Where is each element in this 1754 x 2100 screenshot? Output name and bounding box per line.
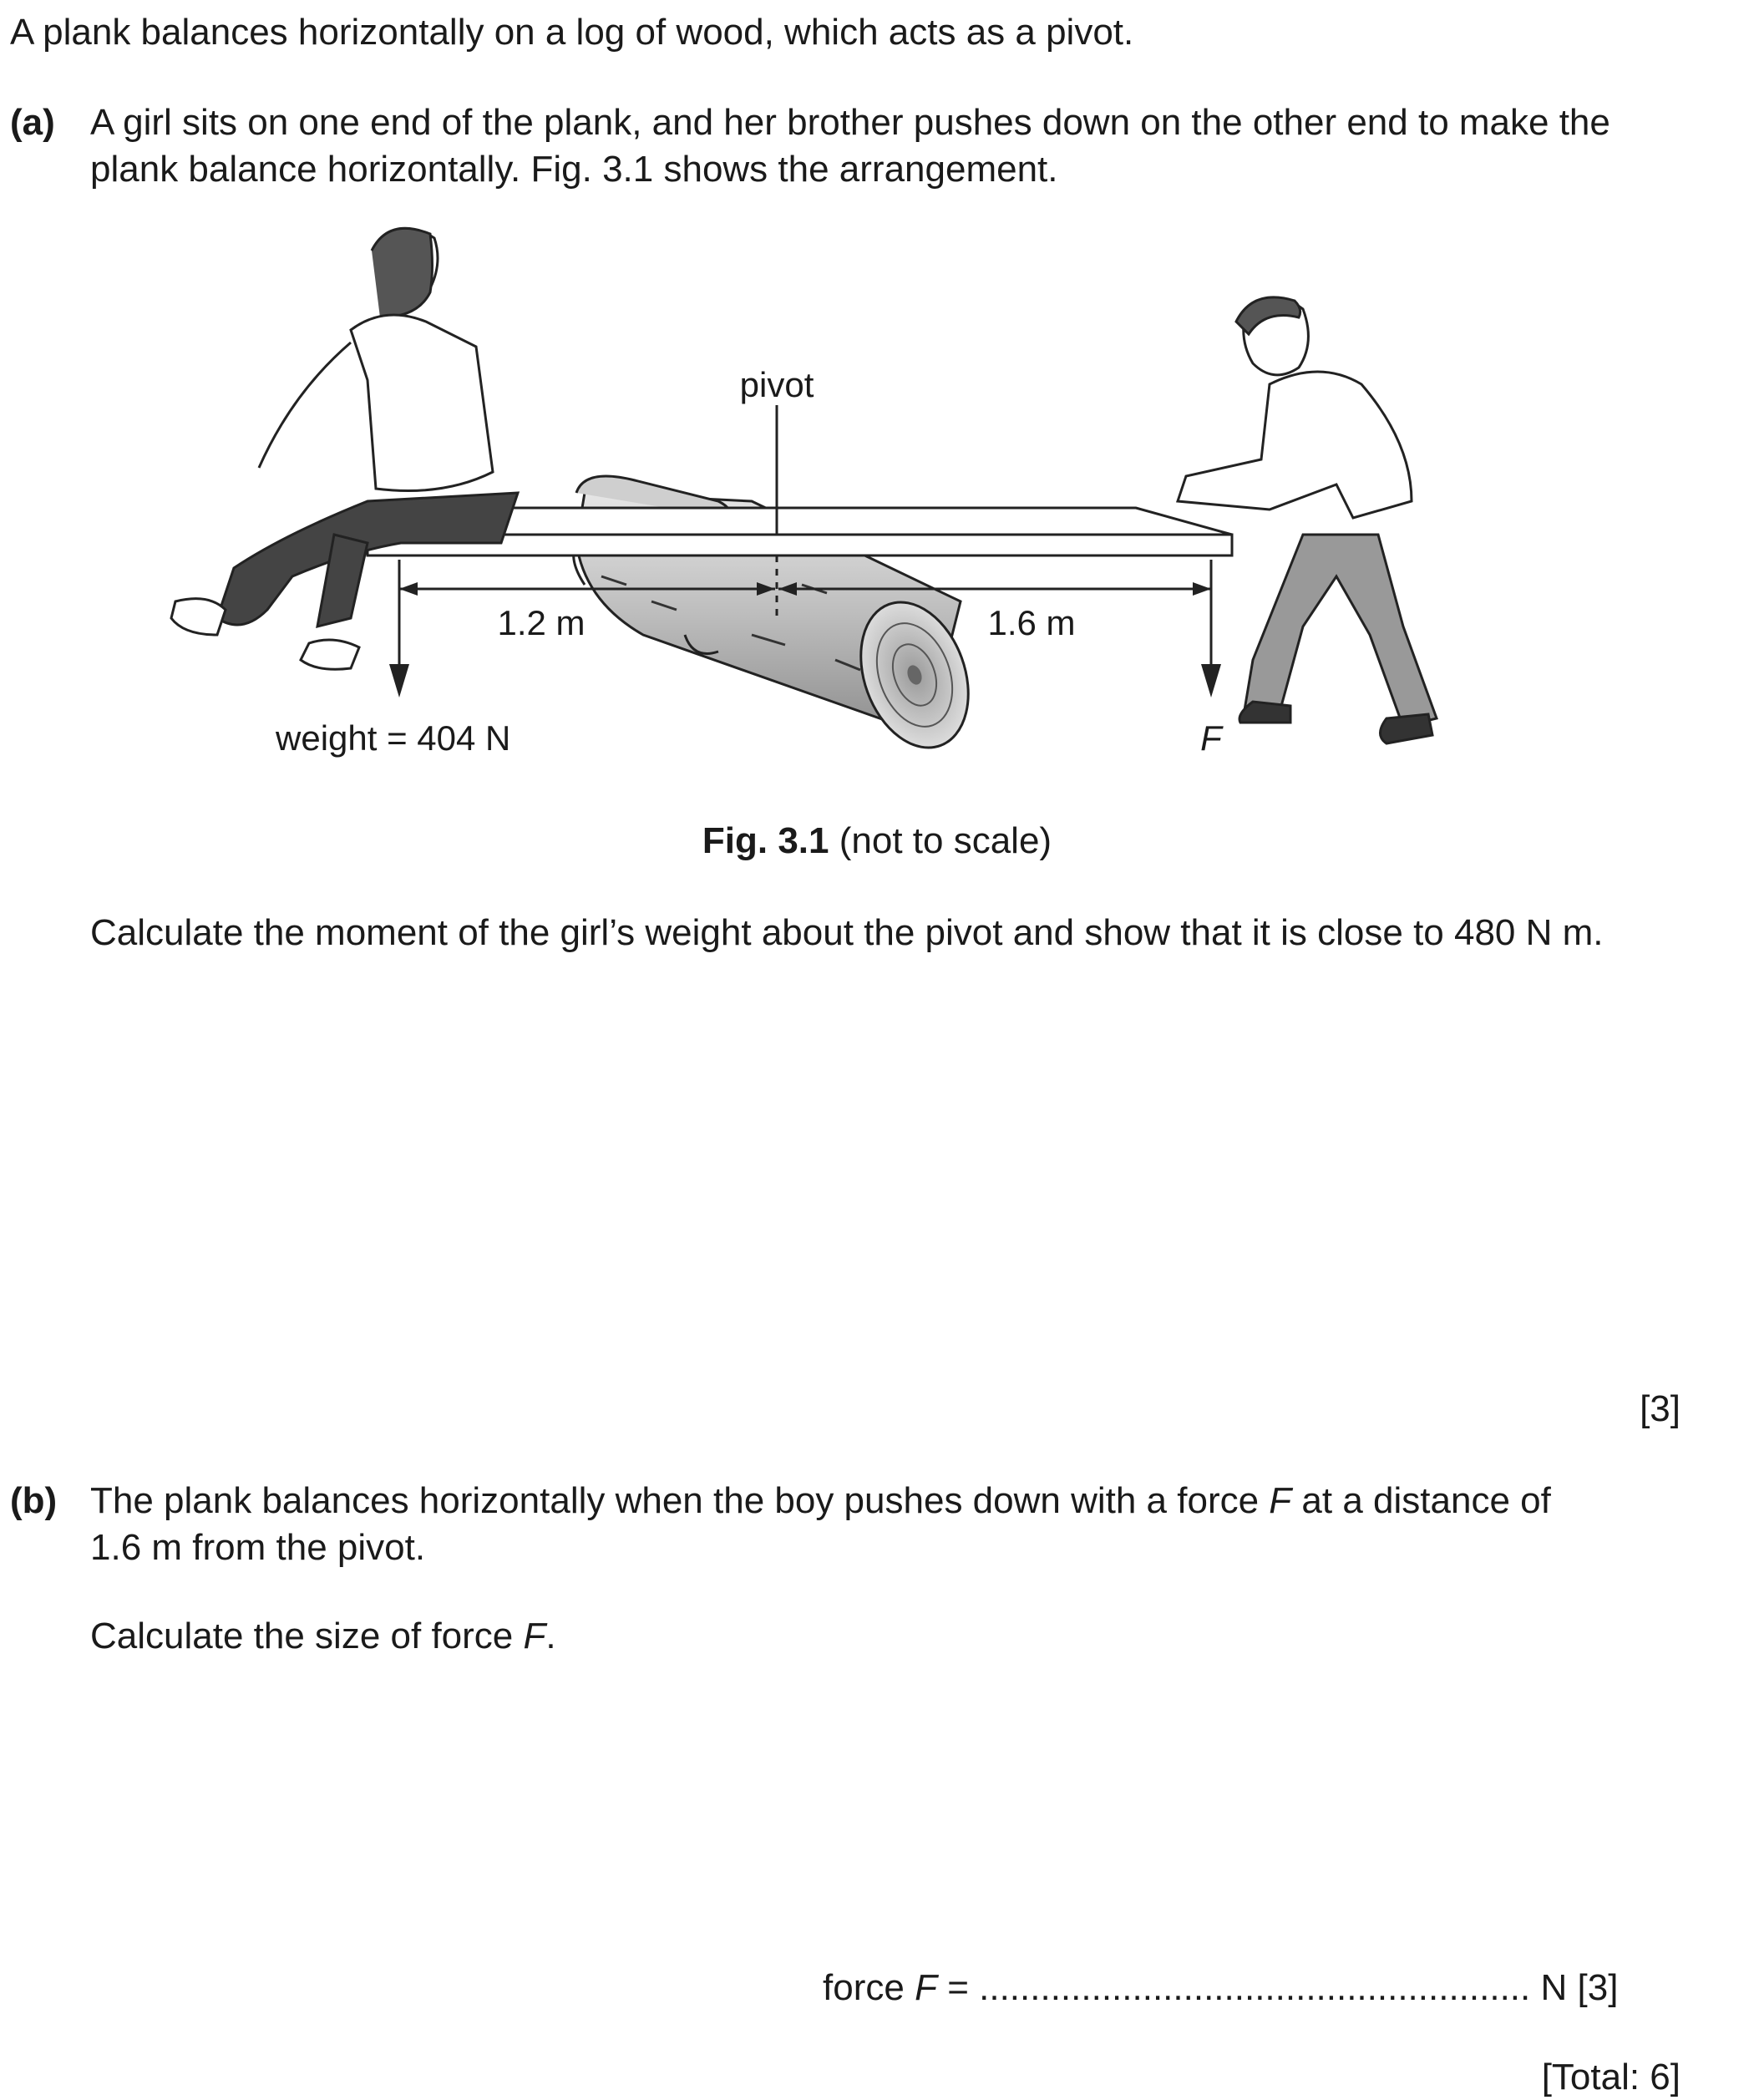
part-b-marks: [3] (1577, 1967, 1619, 2008)
figure-3-1 (0, 217, 1754, 869)
part-b-label: (b) (10, 1480, 58, 1521)
part-a-marks: [3] (1640, 1388, 1680, 1429)
part-b-question-post: . (545, 1616, 556, 1656)
force-label: F (1200, 718, 1222, 758)
answer-prefix: force (823, 1967, 905, 2008)
part-a-line2: plank balance horizontally. Fig. 3.1 shows the arrangement. (90, 149, 1058, 190)
pivot-label: pivot (739, 365, 814, 404)
weight-label: weight = 404 N (276, 718, 511, 758)
part-a-question-unit: N m. (1525, 912, 1604, 953)
answer-unit: N (1540, 1967, 1568, 2008)
weight-arrow (389, 560, 409, 697)
figure-caption-note: (not to scale) (839, 820, 1052, 861)
intro-text: A plank balances horizontally on a log of wood, which acts as a pivot. (10, 12, 1134, 53)
part-b-line1-pre: The plank balances horizontally when the boy pushes down with a force (90, 1480, 1260, 1521)
answer-line (823, 1966, 1618, 2011)
figure-caption (0, 819, 1754, 864)
part-b-line1-var: F (1269, 1480, 1292, 1521)
part-a-line1: A girl sits on one end of the plank, and her brother pushes down on the other end to make the (90, 102, 1610, 143)
part-b-line2: 1.6 m from the pivot. (90, 1527, 426, 1568)
girl-illustration (171, 228, 518, 669)
dist-right-label: 1.6 m (987, 603, 1076, 642)
part-b-line1 (90, 1479, 1680, 1524)
part-b-question-var: F (523, 1616, 546, 1656)
dist-left-label: 1.2 m (497, 603, 586, 642)
figure-caption-number: Fig. 3.1 (702, 820, 829, 861)
part-a-label: (a) (10, 102, 55, 143)
answer-equals: = (947, 1967, 969, 2008)
part-a-question (90, 911, 1604, 956)
part-b-question (90, 1614, 556, 1659)
force-arrow (1201, 560, 1221, 697)
part-a-question-text: Calculate the moment of the girl’s weight about the pivot and show that it is close to 480 (90, 912, 1516, 953)
answer-field[interactable]: ...................................................... (979, 1967, 1531, 2008)
part-b-question-pre: Calculate the size of force (90, 1616, 514, 1656)
answer-var: F (915, 1967, 937, 2008)
part-b-line1-post: at a distance of (1301, 1480, 1551, 1521)
total-marks: [Total: 6] (1541, 2057, 1680, 2097)
